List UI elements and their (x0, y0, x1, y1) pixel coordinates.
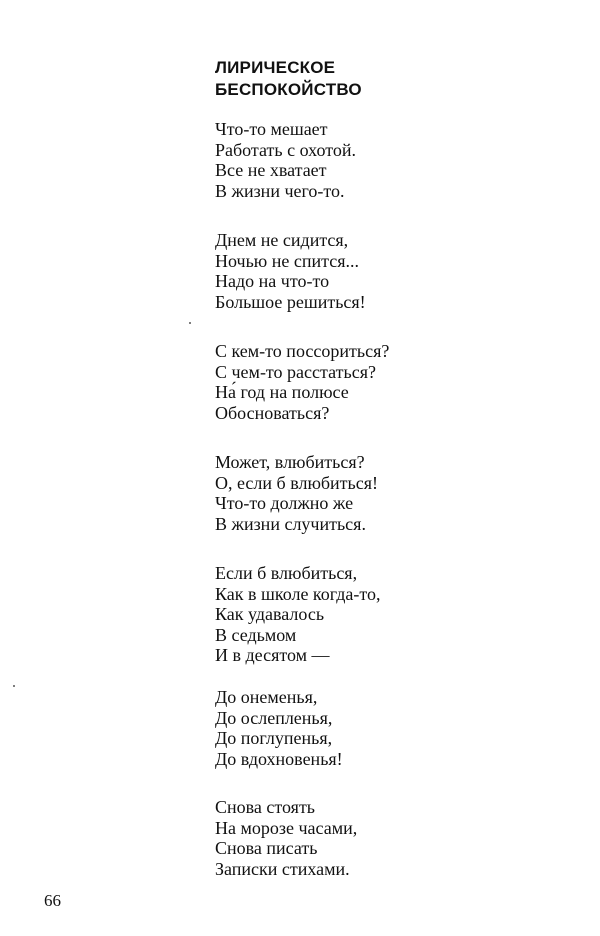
verse-line: И в десятом — (215, 645, 330, 665)
scan-speck (13, 685, 15, 687)
verse-line: В жизни чего-то. (215, 180, 345, 201)
poem-title (215, 57, 515, 101)
verse-line: До вдохновенья! (215, 748, 343, 769)
verse-line: Ночью не спится... (215, 250, 359, 271)
verse-line: Как в школе когда-то, (215, 583, 381, 604)
verse-line: До онеменья, (215, 687, 318, 707)
verse-line: На́ год на полюсе (215, 382, 349, 402)
verse-line: На морозе часами, (215, 817, 358, 838)
verse-line: В седьмом (215, 624, 297, 645)
verse-line: Записки стихами. (215, 858, 350, 879)
poem-title-line: ЛИРИЧЕСКОЕ (215, 58, 336, 77)
verse-line: Большое решиться! (215, 291, 366, 312)
verse-line: Снова писать (215, 838, 318, 858)
verse-line: Работать с охотой. (215, 139, 356, 160)
verse-line: Если б влюбиться, (215, 563, 358, 583)
verse-line: О, если б влюбиться! (215, 472, 379, 493)
verse-line: Что-то мешает (215, 119, 328, 139)
verse-line: С чем-то расстаться? (215, 361, 376, 382)
verse-line: Может, влюбиться? (215, 452, 365, 472)
verse-line: Днем не сидится, (215, 230, 349, 250)
stanza-4 (215, 452, 555, 534)
verse-line: С кем-то поссориться? (215, 341, 390, 361)
verse-line: До ослепленья, (215, 707, 333, 728)
scan-speck (189, 322, 191, 324)
page-number: 66 (44, 891, 61, 910)
verse-line: Как удавалось (215, 604, 325, 624)
stanza-2 (215, 230, 555, 312)
verse-line: Обосноваться? (215, 402, 330, 423)
stanza-5 (215, 563, 555, 666)
poem-title-line: БЕСПОКОЙСТВО (215, 80, 362, 99)
stanza-1 (215, 119, 555, 201)
verse-line: До поглупенья, (215, 728, 333, 748)
verse-line: Снова стоять (215, 797, 316, 817)
verse-line: В жизни случиться. (215, 513, 366, 534)
stanza-6 (215, 687, 555, 769)
verse-line: Что-то должно же (215, 493, 354, 513)
stanza-7 (215, 797, 555, 879)
stanza-3 (215, 341, 555, 423)
verse-line: Все не хватает (215, 160, 327, 180)
verse-line: Надо на что-то (215, 271, 330, 291)
